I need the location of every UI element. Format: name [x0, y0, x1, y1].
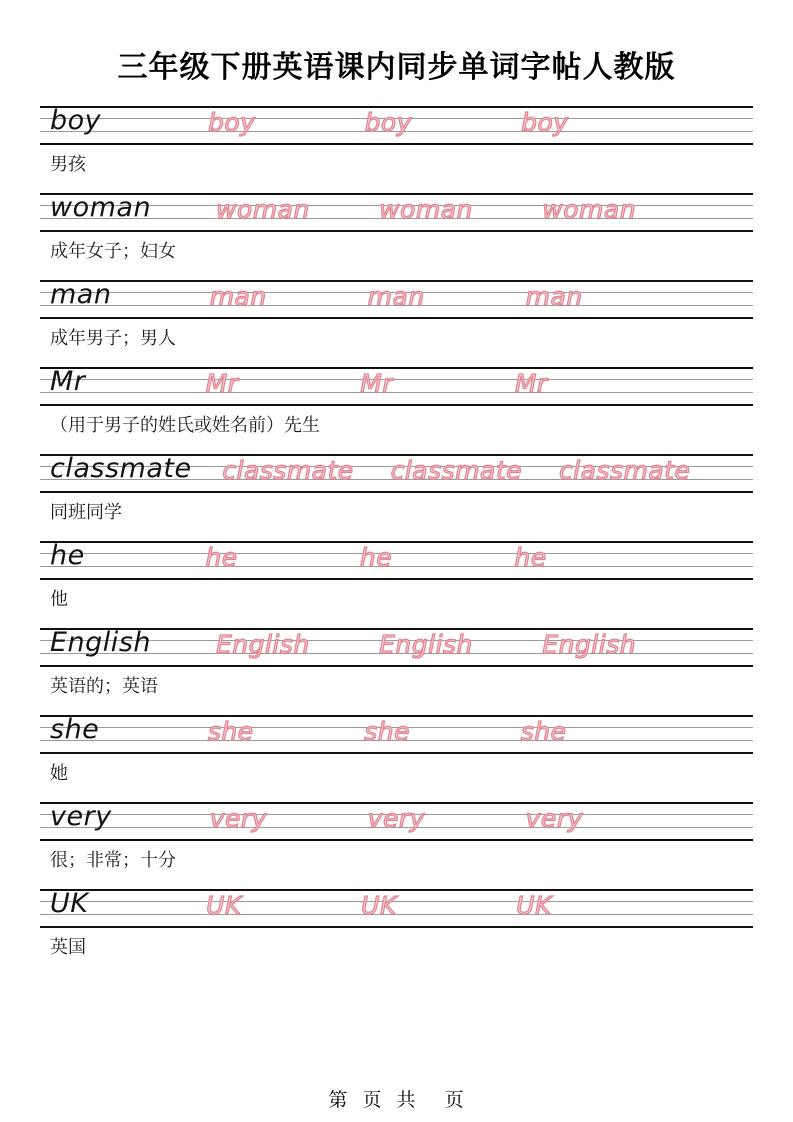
guide-line-top	[40, 367, 753, 369]
word-trace: English	[379, 630, 473, 659]
guide-line-bottom	[40, 143, 753, 145]
word-trace: very	[525, 804, 583, 833]
word-trace: Mr	[514, 369, 548, 398]
word-trace: UK	[361, 891, 397, 920]
word-trace: English	[215, 630, 310, 659]
word-sample: she	[50, 714, 100, 745]
guide-line-bottom	[40, 317, 753, 319]
word-block	[40, 280, 753, 367]
word-meaning: 他	[50, 589, 68, 610]
word-meaning: 男孩	[50, 154, 86, 175]
guide-line-bottom	[40, 404, 753, 406]
guide-line-bottom	[40, 752, 753, 754]
word-trace: very	[367, 804, 425, 833]
word-trace: man	[525, 282, 583, 311]
writing-guide	[40, 193, 753, 232]
guide-line-bottom	[40, 230, 753, 232]
word-block	[40, 541, 753, 628]
word-block	[40, 193, 753, 280]
guide-line-bottom	[40, 665, 753, 667]
word-trace: UK	[516, 891, 552, 920]
word-meaning: 同班同学	[50, 502, 122, 523]
word-trace: boy	[207, 108, 256, 137]
word-meaning: （用于男子的姓氏或姓名前）先生	[50, 415, 320, 436]
word-trace: he	[359, 543, 393, 572]
guide-line-bottom	[40, 491, 753, 493]
word-trace: boy	[521, 108, 569, 137]
word-trace: boy	[364, 108, 413, 137]
word-trace: woman	[542, 195, 637, 224]
guide-line-lower-mid	[40, 566, 753, 567]
word-trace: she	[364, 717, 411, 746]
word-trace: he	[205, 543, 238, 572]
word-sample: he	[50, 540, 85, 571]
word-trace: man	[209, 282, 267, 311]
writing-guide	[40, 454, 753, 493]
word-block	[40, 106, 753, 193]
word-sample: Mr	[50, 366, 86, 397]
word-trace: woman	[379, 195, 473, 224]
word-meaning: 成年男子；男人	[50, 328, 176, 349]
word-sample: English	[50, 627, 151, 658]
guide-line-upper-mid	[40, 553, 753, 554]
word-trace: very	[209, 804, 267, 833]
word-sample: man	[50, 279, 112, 310]
writing-guide	[40, 541, 753, 580]
word-trace: woman	[215, 195, 310, 224]
word-trace: classmate	[222, 456, 354, 485]
writing-guide	[40, 802, 753, 841]
word-sample: classmate	[50, 453, 192, 484]
word-trace: classmate	[558, 456, 691, 485]
guide-line-upper-mid	[40, 379, 753, 380]
word-sample: boy	[50, 105, 102, 136]
guide-line-lower-mid	[40, 392, 753, 393]
writing-guide	[40, 280, 753, 319]
word-block	[40, 367, 753, 454]
word-meaning: 英语的；英语	[50, 676, 158, 697]
word-sample: woman	[50, 192, 152, 223]
word-block	[40, 889, 753, 976]
guide-line-bottom	[40, 578, 753, 580]
word-trace: UK	[206, 891, 242, 920]
writing-guide	[40, 715, 753, 754]
word-sample: very	[50, 801, 112, 832]
writing-guide	[40, 628, 753, 667]
word-meaning: 很；非常；十分	[50, 850, 176, 871]
word-trace: she	[520, 717, 567, 746]
page-number-footer: 第 页 共 页	[328, 1089, 465, 1111]
writing-guide	[40, 106, 753, 145]
word-trace: she	[207, 717, 254, 746]
word-trace: Mr	[205, 369, 239, 398]
guide-line-bottom	[40, 926, 753, 928]
guide-line-bottom	[40, 839, 753, 841]
word-trace: English	[542, 630, 637, 659]
writing-guide	[40, 889, 753, 928]
word-trace: man	[367, 282, 425, 311]
writing-guide	[40, 367, 753, 406]
word-trace: he	[514, 543, 547, 572]
guide-line-top	[40, 541, 753, 543]
page-title: 三年级下册英语课内同步单词字帖人教版	[117, 50, 676, 85]
word-trace: Mr	[360, 369, 394, 398]
word-block	[40, 628, 753, 715]
word-block	[40, 802, 753, 889]
word-meaning: 她	[50, 763, 68, 784]
word-block	[40, 454, 753, 541]
word-sample: UK	[50, 888, 89, 919]
word-trace: classmate	[390, 456, 523, 485]
word-meaning: 英国	[50, 937, 86, 958]
word-block	[40, 715, 753, 802]
word-meaning: 成年女子；妇女	[50, 241, 176, 262]
